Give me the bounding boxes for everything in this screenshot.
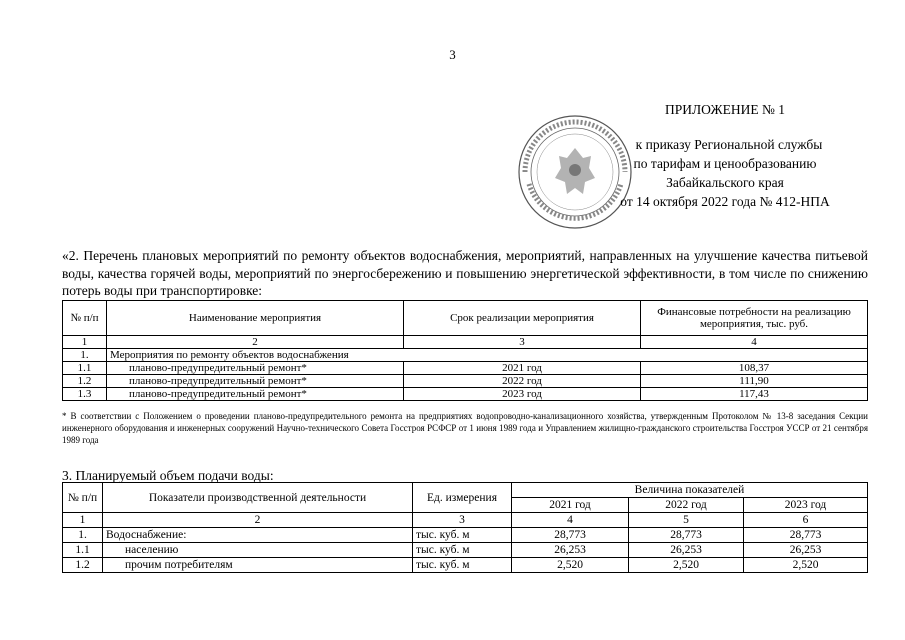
section-3-title: 3. Планируемый объем подачи воды:: [62, 468, 274, 483]
header-term: Срок реализации мероприятия: [404, 301, 641, 336]
repair-measures-table: [62, 300, 868, 401]
numbering-cell: 6: [744, 513, 868, 528]
appendix-line-2: по тарифам и ценообразованию: [633, 156, 817, 171]
group-name: Мероприятия по ремонту объектов водоснабжения: [107, 349, 868, 362]
appendix-line-1: к приказу Региональной службы: [635, 137, 823, 152]
section-2-intro: «2. Перечень плановых мероприятий по ремонту объектов водоснабжения, мероприятий, направленных на улучшение качества питьевой воды, качества горячей воды, мероприятий по энергосбережению и повышению энергетической эффективности, в том числе по снижению потерь воды при транспортировке:: [62, 248, 868, 298]
row-name: планово-предупредительный ремонт*: [107, 388, 404, 401]
header-unit: Ед. измерения: [413, 483, 512, 513]
appendix-line-3: Забайкальского края: [666, 175, 784, 190]
row-num: 1.2: [63, 558, 103, 573]
row-value-2021: 28,773: [512, 528, 629, 543]
water-supply-volume-table: [62, 482, 868, 573]
row-unit: тыс. куб. м: [413, 528, 512, 543]
table-row: [63, 543, 868, 558]
numbering-cell: 1: [63, 513, 103, 528]
numbering-cell: 5: [629, 513, 744, 528]
appendix-line-4: от 14 октября 2022 года № 412-НПА: [620, 194, 830, 209]
group-num: 1.: [63, 349, 107, 362]
row-value-2021: 2,520: [512, 558, 629, 573]
numbering-cell: 4: [641, 336, 868, 349]
header-year-2022: 2022 год: [629, 498, 744, 513]
numbering-cell: 1: [63, 336, 107, 349]
table-group-row: [63, 349, 868, 362]
row-name: планово-предупредительный ремонт*: [107, 375, 404, 388]
appendix-title: ПРИЛОЖЕНИЕ № 1: [664, 102, 786, 117]
header-measure-name: Наименование мероприятия: [107, 301, 404, 336]
table-numbering-row: [63, 336, 868, 349]
row-term: 2023 год: [404, 388, 641, 401]
header-num: № п/п: [63, 301, 107, 336]
numbering-cell: 2: [107, 336, 404, 349]
row-name: прочим потребителям: [103, 558, 413, 573]
row-value-2022: 28,773: [629, 528, 744, 543]
row-term: 2022 год: [404, 375, 641, 388]
header-indicator: Показатели производственной деятельности: [103, 483, 413, 513]
table-row: [63, 362, 868, 375]
appendix-block: [600, 100, 850, 211]
numbering-cell: 3: [413, 513, 512, 528]
table-row: [63, 528, 868, 543]
numbering-cell: 3: [404, 336, 641, 349]
row-value-2023: 28,773: [744, 528, 868, 543]
header-values: Величина показателей: [512, 483, 868, 498]
header-cost: Финансовые потребности на реализацию мероприятия, тыс. руб.: [641, 301, 868, 336]
header-num: № п/п: [63, 483, 103, 513]
row-num: 1.3: [63, 388, 107, 401]
row-value-2023: 26,253: [744, 543, 868, 558]
row-value-2021: 26,253: [512, 543, 629, 558]
table-header-row: [63, 301, 868, 336]
row-num: 1.2: [63, 375, 107, 388]
page-number: 3: [449, 47, 456, 62]
row-name: планово-предупредительный ремонт*: [107, 362, 404, 375]
row-num: 1.1: [63, 543, 103, 558]
numbering-cell: 4: [512, 513, 629, 528]
header-year-2021: 2021 год: [512, 498, 629, 513]
row-cost: 111,90: [641, 375, 868, 388]
table-numbering-row: [63, 513, 868, 528]
row-unit: тыс. куб. м: [413, 558, 512, 573]
row-name: населению: [103, 543, 413, 558]
row-cost: 108,37: [641, 362, 868, 375]
row-value-2022: 26,253: [629, 543, 744, 558]
footnote: * В соответствии с Положением о проведении планово-предупредительного ремонта на предприятиях водопроводно-канализационного хозяйства, утвержденным Протоколом № 13-8 заседания Секции инженерного оборудования и инженерных сооружений Научно-технического Совета Госстроя РСФСР от 1 июня 1989 года и Управлением жилищно-гражданского строительства Госстроя УССР от 21 сентября 1989 года: [62, 411, 868, 445]
header-year-2023: 2023 год: [744, 498, 868, 513]
table-header-row: [63, 483, 868, 498]
row-value-2023: 2,520: [744, 558, 868, 573]
row-num: 1.1: [63, 362, 107, 375]
table-row: [63, 388, 868, 401]
table-row: [63, 375, 868, 388]
row-term: 2021 год: [404, 362, 641, 375]
numbering-cell: 2: [103, 513, 413, 528]
row-cost: 117,43: [641, 388, 868, 401]
row-value-2022: 2,520: [629, 558, 744, 573]
row-num: 1.: [63, 528, 103, 543]
table-row: [63, 558, 868, 573]
row-name: Водоснабжение:: [103, 528, 413, 543]
row-unit: тыс. куб. м: [413, 543, 512, 558]
